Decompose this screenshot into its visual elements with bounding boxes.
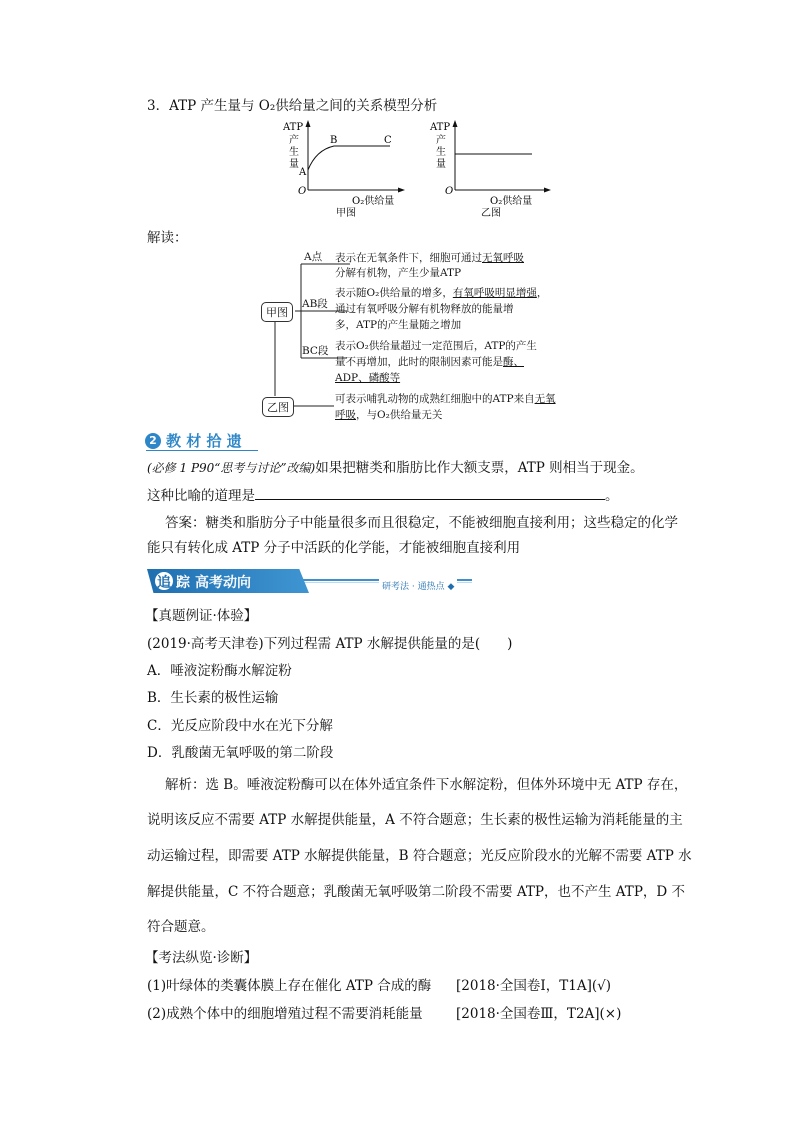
section-banner <box>147 569 477 593</box>
tree-a-line2: 分解有机物，产生少量ATP <box>335 267 462 279</box>
jiaocai-underline <box>146 450 258 451</box>
jia-x-arrow <box>398 188 405 193</box>
section-title: 3．ATP 产生量与 O₂供给量之间的关系模型分析 <box>147 98 438 114</box>
jia-ylabel-3: 量 <box>289 159 299 170</box>
tree-label-bc: BC段 <box>302 345 329 357</box>
tree-ab-line1: 表示随O₂供给量的增多，有氧呼吸明显增强， <box>335 287 548 299</box>
banner-title: 高考动向 <box>195 575 251 591</box>
kaofa-item-1-src: [2018·全国卷Ⅰ，T1A](√) <box>456 978 611 994</box>
jia-xlabel: O₂供给量 <box>352 196 395 207</box>
jia-point-b: B <box>330 135 338 146</box>
analysis-line4: 解提供能量，C 不符合题意；乳酸菌无氧呼吸第二阶段不需要 ATP，也不产生 ATP，D 不 <box>147 884 686 900</box>
answer-blank[interactable] <box>255 485 605 500</box>
analysis-line3: 动运输过程，即需要 ATP 水解提供能量，B 符合题意；光反应阶段水的光解不需要 ATP 水 <box>147 848 692 864</box>
kaofa-item-2-src: [2018·全国卷Ⅲ，T2A](×) <box>456 1006 622 1022</box>
jia-origin: O <box>298 186 307 197</box>
jiaocai-question-line2: 这种比喻的道理是 。 <box>147 485 619 506</box>
jia-caption: 甲图 <box>336 208 356 218</box>
exam-option-d[interactable]: D．乳酸菌无氧呼吸的第二阶段 <box>147 745 334 761</box>
tree-bc-line1: 表示O₂供给量超过一定范围后，ATP的产生 <box>335 340 537 352</box>
exam-option-c[interactable]: C．光反应阶段中水在光下分解 <box>147 718 333 734</box>
yi-origin: O <box>445 186 454 197</box>
jia-ylabel-2: 生 <box>289 147 299 158</box>
yi-x-arrow <box>544 188 551 193</box>
kaofa-item-2: (2)成熟个体中的细胞增殖过程不需要消耗能量 <box>147 1006 423 1022</box>
tree-node-yi: 乙图 <box>262 397 294 417</box>
exam-stem: (2019·高考天津卷)下列过程需 ATP 水解提供能量的是( ) <box>147 636 513 652</box>
analysis-line2: 说明该反应不需要 ATP 水解提供能量，A 不符合题意；生长素的极性运输为消耗能量的主 <box>147 812 683 828</box>
jia-ylabel-1: 产 <box>289 135 299 146</box>
tree-ab-line3: 多，ATP的产生量随之增加 <box>335 319 462 331</box>
tree-label-ab: AB段 <box>302 298 328 310</box>
jiedu-label: 解读： <box>147 230 188 246</box>
jiaocai-header <box>145 430 242 451</box>
jia-y-arrow <box>306 120 311 127</box>
yi-xlabel: O₂供给量 <box>490 196 533 207</box>
tree-ab-line2: 通过有氧呼吸分解有机物释放的能量增 <box>335 303 514 315</box>
banner-char-b: 踪 <box>176 575 190 591</box>
jiaocai-answer-line1: 答案：糖类和脂肪分子中能量很多而且很稳定，不能被细胞直接利用；这些稳定的化学 <box>165 515 678 531</box>
tree-yi-line2: 呼吸，与O₂供给量无关 <box>335 409 443 421</box>
tree-label-a: A点 <box>304 251 323 263</box>
jia-curve <box>308 146 390 170</box>
jiaocai-question-line1: (必修 1 P90“思考与讨论”改编)如果把糖类和脂肪比作大额支票，ATP 则相当于现金。 <box>147 460 644 476</box>
exam-option-b[interactable]: B．生长素的极性运输 <box>147 690 279 706</box>
kaofa-header: 【考法纵览·诊断】 <box>145 950 258 966</box>
jia-point-a: A <box>299 167 307 178</box>
yi-ylabel-3: 量 <box>436 159 446 170</box>
jia-ylabel-0: ATP <box>283 122 304 133</box>
yi-ylabel-2: 生 <box>436 147 446 158</box>
banner-right: 研考法 · 通热点 ◆ <box>379 579 457 592</box>
yi-caption: 乙图 <box>481 208 501 218</box>
banner-char-a: 追 <box>157 575 171 591</box>
jiaocai-icon: 2 <box>145 433 161 449</box>
tree-a-line1: 表示在无氧条件下，细胞可通过无氧呼吸 <box>335 252 524 264</box>
yi-ylabel-0: ATP <box>430 122 451 133</box>
tree-node-jia: 甲图 <box>261 302 293 322</box>
yi-y-arrow <box>453 120 458 127</box>
tree-bc-line2: 量不再增加，此时的限制因素可能是酶、 <box>335 356 524 368</box>
kaofa-item-1: (1)叶绿体的类囊体膜上存在催化 ATP 合成的酶 <box>147 978 432 994</box>
analysis-line1: 解析：选 B。唾液淀粉酶可以在体外适宜条件下水解淀粉，但体外环境中无 ATP 存在， <box>165 777 688 793</box>
jia-point-c: C <box>384 135 392 146</box>
jiaocai-title: 教 材 拾 遗 <box>166 432 242 450</box>
chart-jia <box>280 118 410 218</box>
analysis-line5: 符合题意。 <box>147 919 215 935</box>
exam-header: 【真题例证·体验】 <box>145 608 258 624</box>
tree-yi-line1: 可表示哺乳动物的成熟红细胞中的ATP来自无氧 <box>335 393 556 405</box>
exam-option-a[interactable]: A．唾液淀粉酶水解淀粉 <box>147 663 292 679</box>
chart-yi <box>428 118 558 218</box>
jiaocai-answer-line2: 能只有转化成 ATP 分子中活跃的化学能，才能被细胞直接利用 <box>147 540 521 556</box>
tree-bc-line3: ADP、磷酸等 <box>335 372 401 384</box>
yi-ylabel-1: 产 <box>436 135 446 146</box>
